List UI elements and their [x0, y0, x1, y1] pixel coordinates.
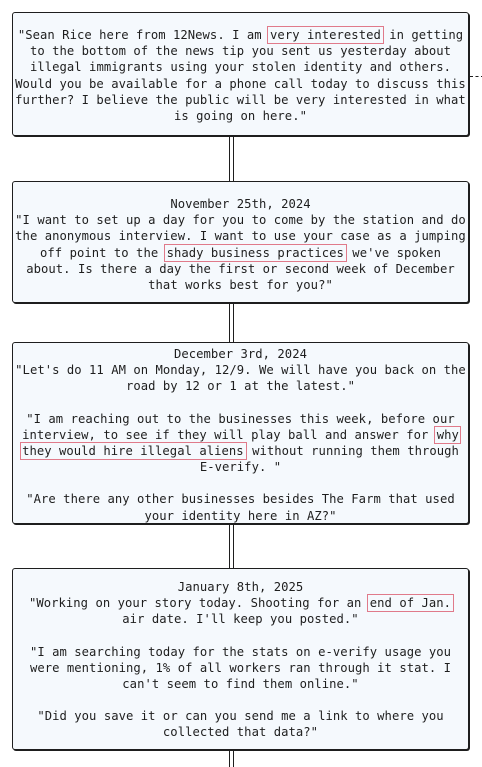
highlighted-phrase: why they would hire illegal aliens [22, 427, 459, 459]
message-paragraph: "I am searching today for the stats on e-verify usage you were mentioning, 1% of all workers ran through it stat. I can't seem to find them online." [29, 644, 452, 692]
message-text: air date. I'll keep you posted." [122, 612, 359, 627]
message-paragraph [15, 212, 466, 293]
message-paragraph [15, 411, 466, 476]
message-card-2 [12, 181, 469, 303]
connector-line-1 [229, 136, 234, 181]
message-text: "I am reaching out to the businesses this week, before our interview, to see if they will play ball and answer for [22, 411, 455, 442]
message-card-1 [12, 12, 469, 136]
highlighted-phrase: very interested [270, 28, 381, 42]
message-text: without running them through E-verify. " [199, 444, 459, 475]
message-text: "Sean Rice here from 12News. I am [17, 28, 270, 42]
message-text: we've spoken about. Is there a day the first or second week of December that works best for you?" [26, 245, 455, 293]
message-paragraph [15, 27, 466, 124]
highlighted-phrase: shady business practices [166, 245, 344, 260]
message-text: in getting to the bottom of the news tip you sent us yesterday about illegal immigrants using your stolen identity and others. Would you be available for a phone call today to discuss this further? I believe the public will be very interested in what is going on here." [15, 28, 466, 124]
card-date: January 8th, 2025 [177, 580, 304, 594]
message-paragraph: "Did you save it or can you send me a link to where you collected that data?" [37, 709, 444, 740]
connector-line-3 [229, 524, 234, 568]
connector-line-4 [229, 750, 234, 767]
message-text: "I want to set up a day for you to come by the station and do the anonymous interview. I want to use your case as a jumping off point to the [15, 213, 466, 260]
message-paragraph: "Are there any other businesses besides The Farm that used your identity here in AZ?" [26, 492, 455, 523]
message-text: "Working on your story today. Shooting for an [28, 596, 369, 611]
card-date: December 3rd, 2024 [174, 347, 307, 361]
side-dashed-line [470, 76, 482, 77]
message-paragraph [15, 595, 466, 627]
connector-line-2 [229, 303, 234, 342]
message-card-3 [12, 342, 469, 524]
highlighted-phrase: end of Jan. [369, 596, 452, 611]
message-paragraph: "Let's do 11 AM on Monday, 12/9. We will have you back on the road by 12 or 1 at the latest." [15, 363, 466, 394]
message-card-4 [12, 568, 469, 750]
card-date: November 25th, 2024 [170, 197, 311, 211]
